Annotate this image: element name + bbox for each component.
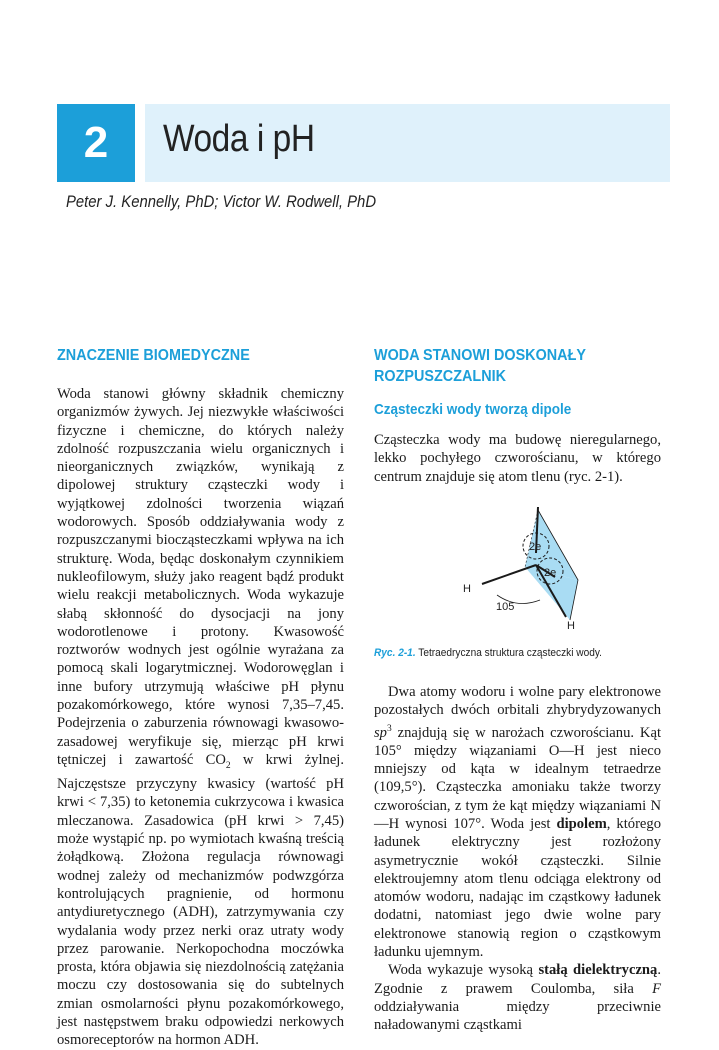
bond-oh-left <box>482 565 536 584</box>
chapter-title: Woda i pH <box>163 118 315 160</box>
label-2e-top: 2e <box>529 541 542 553</box>
water-tetrahedron-figure <box>455 505 595 633</box>
right-column <box>374 345 661 486</box>
figure-caption: Ryc. 2-1. Tetraedryczna struktura cząsteczki wody. <box>374 647 602 659</box>
chapter-number: 2 <box>57 104 135 182</box>
left-column <box>57 345 344 1050</box>
label-2e-middle: 2e <box>544 567 557 579</box>
subheading-dipoles: Cząsteczki wody tworzą dipole <box>374 401 572 418</box>
right-column-lower <box>374 647 661 1035</box>
authors: Peter J. Kennelly, PhD; Victor W. Rodwell, PhD <box>66 193 377 211</box>
paragraph-dielectric: Woda wykazuje wysoką stałą dielektryczną. Zgodnie z prawem Coulomba, siła F oddziaływania między przeciwnie naładowanymi cząstkami <box>374 962 661 1034</box>
section-heading-biomedical: ZNACZENIE BIOMEDYCZNE <box>57 347 250 364</box>
paragraph-dipole: Dwa atomy wodoru i wolne pary elektronowe pozostałych dwóch orbitali zhybrydyzowanych $sp^3$ znajdują się w narożach czworościanu. Kąt 105° między wiązaniami O—H jest nieco mniejszy od kąta w idealnym tetraedrze (109,5°). Cząsteczka amoniaku także tworzy czworościan, z tym że kąt między wiązaniami N—H wynosi 107°. Woda jest dipolem, którego ładunek elektryczny jest rozłożony asymetrycznie wokół cząsteczki. Silnie elektroujemny atom tlenu odciąga elektrony od atomów wodoru, nadając im cząstkowy ładunek dodatni, natomiast jego dwie wolne pary elektronowe stanowią region o cząstkowym ładunku ujemnym. <box>374 684 661 961</box>
label-h-bottom: H <box>567 620 575 632</box>
label-h-left: H <box>463 583 471 595</box>
paragraph-structure: Cząsteczka wody ma budowę nieregularnego, lekko pochyłego czworościanu, w którego centrum znajduje się atom tlenu (ryc. 2-1). <box>374 432 661 485</box>
label-angle: 105 <box>496 601 515 613</box>
section-heading-solvent: WODA STANOWI DOSKONAŁY ROZPUSZCZALNIK <box>374 347 586 385</box>
paragraph-biomedical: Woda stanowi główny składnik chemiczny organizmów żywych. Jej niezwykłe właściwości fizyczne i chemiczne, do których należy zdolność rozpuszczania wielu organicznych i nieorganicznych związków, wynikają z dipolowej struktury cząsteczki wody i wyjątkowej zdolności tworzenia wiązań wodorowych. Sposób oddziaływania wody z rozpuszczanymi biocząsteczkami wpływa na ich strukturę. Woda, będąc doskonałym czynnikiem nukleofilowym, służy jako reagent bądź produkt wielu reakcji metabolicznych. Woda wykazuje słabą skłonność do dysocjacji na jony wodorotlenowe i protony. Kwasowość roztworów wodnych jest ogólnie wyrażana za pomocą skali logarytmicznej. Wodorowęglan i inne bufory utrzymują właściwe pH płynu pozakomórkowego, które wynosi 7,35–7,45. Podejrzenia o zaburzenia równowagi kwasowo-zasadowej weryfikuje się, mierząc pH krwi tętniczej i zawartość $CO_2$ w krwi żylnej. Najczęstsze przyczyny kwasicy (wartość pH krwi < 7,35) to ketonemia cukrzycowa i kwasica mleczanowa. Zasadowica (pH krwi > 7,45) może wystąpić np. po wymiotach kwaśną treścią żołądkową. Złożona regulacja równowagi wodnej zależy od mechanizmów podwzgórza kontrolujących pragnienie, od hormonu antydiuretycznego (ADH), zatrzymywania czy wydalania wody przez nerki oraz utraty wody przez parowanie. Nerkopochodna moczówka prosta, która objawia się niezdolnością zatężania moczu czy dostosowania się do subtelnych zmian osmolarności płynu pozakomórkowego, jest następstwem braku odpowiedzi nerkowych osmoreceptorów na hormon ADH. <box>57 386 344 1049</box>
